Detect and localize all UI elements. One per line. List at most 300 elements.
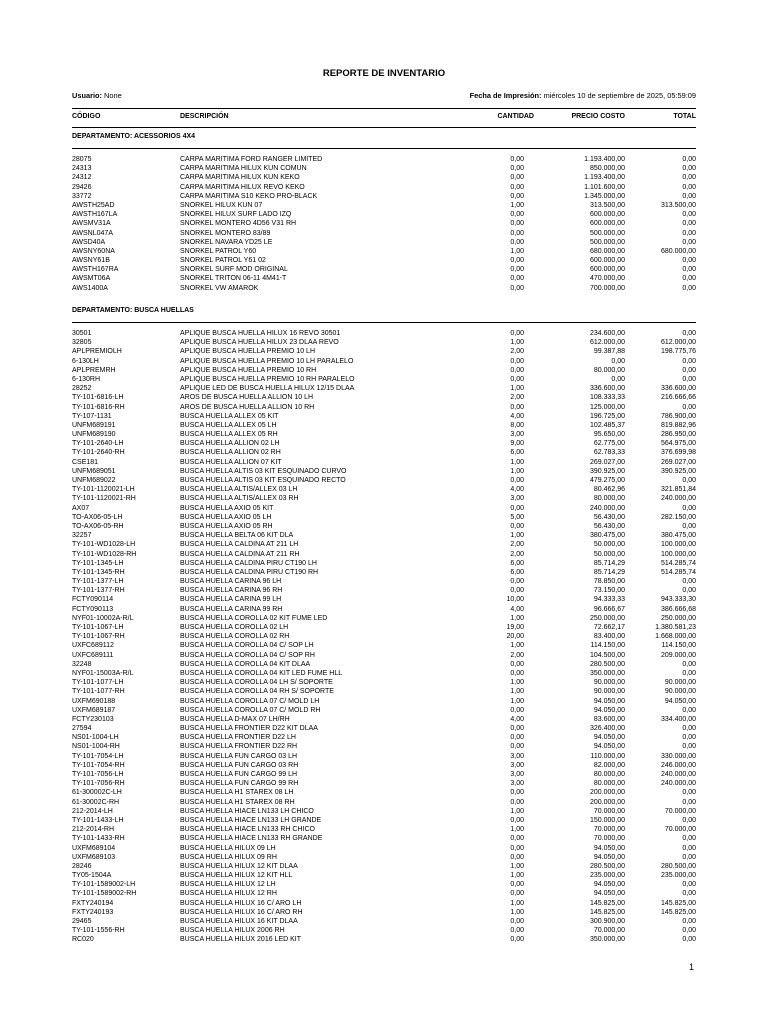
item-description: APLIQUE BUSCA HUELLA HILUX 23 DLAA REVO: [180, 339, 339, 347]
item-cost-price: 850.000,00: [589, 165, 625, 173]
item-quantity: 1,00: [510, 807, 524, 815]
item-total: 286.950,00: [660, 431, 696, 439]
item-cost-price: 380.475,00: [589, 532, 625, 540]
item-description: BUSCA HUELLA CALDINA AT 211 RH: [180, 550, 300, 558]
item-code: TY-101-6816-LH: [72, 394, 124, 402]
item-code: RC020: [72, 936, 94, 944]
item-code: FXTY240193: [72, 908, 114, 916]
item-description: BUSCA HUELLA ALTIS 03 KIT ESQUINADO CURVO: [180, 467, 347, 475]
item-cost-price: 336.600,00: [589, 385, 625, 393]
item-cost-price: 280.500,00: [589, 862, 625, 870]
table-row: [72, 284, 696, 293]
table-row: [72, 798, 696, 807]
item-quantity: 1,00: [510, 642, 524, 650]
table-row: [72, 678, 696, 687]
item-cost-price: 612.000,00: [589, 339, 625, 347]
table-row: [72, 899, 696, 908]
item-description: BUSCA HUELLA CARINA 96 RH: [180, 587, 283, 595]
item-total: 0,00: [682, 192, 696, 200]
item-total: 216.666,66: [660, 394, 696, 402]
item-quantity: 0,00: [510, 587, 524, 595]
item-quantity: 19,00: [506, 624, 524, 631]
item-code: TY-101-1077-RH: [72, 688, 125, 696]
item-cost-price: 95.650,00: [593, 431, 625, 439]
item-total: 334.400,00: [660, 715, 696, 723]
item-cost-price: 240.000,00: [589, 504, 625, 512]
item-total: 0,00: [682, 844, 696, 852]
item-code: UNFM689190: [72, 431, 116, 439]
item-total: 235.000,00: [660, 872, 696, 880]
item-cost-price: 500.000,00: [589, 229, 625, 237]
item-quantity: 0,00: [510, 229, 524, 237]
item-total: 0,00: [682, 330, 696, 337]
item-code: UXFC689111: [72, 651, 114, 659]
table-row: [72, 816, 696, 825]
item-quantity: 6,00: [510, 568, 524, 576]
item-quantity: 3,00: [510, 431, 524, 439]
item-quantity: 1,00: [510, 614, 524, 622]
item-code: TY-101-1589002-LH: [72, 881, 136, 889]
item-code: TY-101-WD1028-LH: [72, 541, 136, 549]
item-code: AWS1400A: [72, 284, 108, 292]
item-quantity: 0,00: [510, 725, 524, 733]
item-code: AWSNL047A: [72, 229, 113, 237]
table-row: [72, 770, 696, 779]
item-cost-price: 1.345.000,00: [584, 192, 625, 200]
item-total: 336.600,00: [660, 385, 696, 393]
table-row: [72, 192, 696, 201]
section-divider: [72, 322, 696, 323]
item-quantity: 2,00: [510, 394, 524, 402]
item-quantity: 1,00: [510, 697, 524, 705]
item-description: APLIQUE LED DE BUSCA HUELLA HILUX 12/15 DLAA: [180, 385, 355, 393]
item-cost-price: 470.000,00: [589, 275, 625, 283]
item-description: BUSCA HUELLA HILUX 16 KIT DLAA: [180, 918, 298, 925]
item-total: 0,00: [682, 918, 696, 925]
item-description: BUSCA HUELLA COROLLA 04 KIT DLAA: [180, 660, 311, 668]
item-total: 0,00: [682, 220, 696, 228]
table-row: [72, 219, 696, 228]
item-cost-price: 70.000,00: [593, 807, 625, 815]
item-cost-price: 104.500,00: [589, 651, 625, 659]
item-total: 100.000,00: [660, 541, 696, 549]
table-row: [72, 467, 696, 476]
item-total: 114.150,00: [661, 642, 696, 650]
item-total: 240.000,00: [660, 780, 696, 788]
table-row: [72, 366, 696, 375]
item-total: 145.825,00: [660, 908, 696, 916]
table-row: [72, 687, 696, 696]
table-row: [72, 623, 696, 632]
item-total: 0,00: [682, 890, 696, 898]
item-description: SNORKEL MONTERO 4D56 V31 RH: [180, 220, 297, 228]
item-description: CARPA MARITIMA HILUX KUN COMUN: [180, 165, 307, 173]
item-description: BUSCA HUELLA CALDINA PIRU CT190 RH: [180, 568, 319, 576]
section-busca-huellas: [72, 305, 696, 945]
item-quantity: 0,00: [510, 156, 524, 163]
item-cost-price: 313.500,00: [589, 201, 625, 209]
item-quantity: 0,00: [510, 504, 524, 512]
table-row: [72, 412, 696, 421]
item-cost-price: 56.430,00: [593, 522, 625, 530]
item-total: 0,00: [682, 229, 696, 237]
item-code: AWSTH167LA: [72, 211, 118, 219]
department-title: DEPARTAMENTO: BUSCA HUELLAS: [72, 307, 194, 314]
table-row: [72, 265, 696, 274]
item-quantity: 6,00: [510, 559, 524, 567]
item-quantity: 0,00: [510, 375, 524, 383]
item-code: TY-101-1067-RH: [72, 633, 125, 641]
item-quantity: 0,00: [510, 366, 524, 374]
item-code: TY-101-1556-RH: [72, 927, 125, 935]
item-total: 943.333,30: [660, 596, 696, 604]
item-quantity: 0,00: [510, 798, 524, 806]
item-cost-price: 269.027,00: [589, 458, 625, 466]
item-quantity: 0,00: [510, 789, 524, 797]
item-cost-price: 83.400,00: [593, 633, 625, 641]
item-code: TY-101-2640-LH: [72, 440, 124, 448]
table-row: [72, 568, 696, 577]
item-total: 514.285,74: [660, 568, 696, 576]
item-description: SNORKEL SURF MOD ORIGINAL: [180, 266, 288, 274]
item-description: BUSCA HUELLA HIACE LN133 RH GRANDE: [180, 835, 323, 843]
item-total: 250.000,00: [660, 614, 696, 622]
item-quantity: 1,00: [510, 458, 524, 466]
item-quantity: 3,00: [510, 780, 524, 788]
item-total: 0,00: [682, 211, 696, 219]
item-code: 24313: [72, 165, 92, 173]
item-code: TY-101-7056-LH: [72, 771, 124, 778]
item-code: TY-101-2640-RH: [72, 449, 125, 457]
item-total: 0,00: [682, 174, 696, 182]
item-quantity: 1,00: [510, 908, 524, 916]
item-total: 0,00: [682, 366, 696, 374]
table-row: [72, 586, 696, 595]
item-description: BUSCA HUELLA ALLION 02 RH: [180, 449, 281, 457]
item-total: 246.000,00: [660, 761, 696, 769]
item-code: TY-101-1377-RH: [72, 587, 125, 595]
item-total: 390.925,00: [660, 467, 696, 475]
item-cost-price: 94.050,00: [593, 706, 625, 714]
item-description: BUSCA HUELLA H1 STAREX 08 LH: [180, 789, 294, 797]
item-total: 0,00: [682, 165, 696, 173]
item-description: BUSCA HUELLA HIACE LN133 RH CHICO: [180, 826, 315, 834]
print-date-label: Fecha de Impresión:: [469, 91, 542, 100]
item-description: CARPA MARITIMA FORD RANGER LIMITED: [180, 156, 323, 163]
item-cost-price: 96.666,67: [593, 605, 625, 613]
item-description: APLIQUE BUSCA HUELLA HILUX 16 REVO 30501: [180, 330, 341, 337]
item-code: TO-AX06-05-RH: [72, 522, 124, 530]
item-code: 28252: [72, 385, 92, 393]
table-row: [72, 697, 696, 706]
table-row: [72, 651, 696, 660]
item-description: CARPA MARITIMA HILUX KUN KEKO: [180, 174, 300, 182]
item-total: 90.000,00: [664, 679, 696, 687]
item-total: 0,00: [682, 578, 696, 586]
item-cost-price: 80.000,00: [593, 366, 625, 374]
section-rows: [72, 329, 696, 945]
table-row: [72, 439, 696, 448]
item-code: TY-101-1433-LH: [72, 816, 124, 824]
item-cost-price: 72.662,17: [593, 624, 625, 631]
item-quantity: 0,00: [510, 844, 524, 852]
item-description: BUSCA HUELLA FRONTIER D22 RH: [180, 743, 298, 751]
item-code: NYF01-10002A-R/L: [72, 614, 134, 622]
item-description: BUSCA HUELLA AXIO 05 KIT: [180, 504, 274, 512]
item-quantity: 0,00: [510, 853, 524, 861]
user-label: Usuario:: [72, 91, 102, 100]
item-description: BUSCA HUELLA HILUX 2006 RH: [180, 927, 285, 935]
item-cost-price: 350.000,00: [589, 936, 625, 944]
item-description: BUSCA HUELLA COROLLA 02 RH: [180, 633, 290, 641]
item-quantity: 4,00: [510, 605, 524, 613]
item-code: UXFM689104: [72, 844, 116, 852]
item-quantity: 0,00: [510, 890, 524, 898]
item-cost-price: 80.000,00: [593, 771, 625, 778]
item-total: 269.027,00: [660, 458, 696, 466]
item-code: 61-300002C-LH: [72, 789, 122, 797]
item-cost-price: 145.825,00: [589, 899, 625, 907]
item-description: BUSCA HUELLA COROLLA 04 KIT LED FUME HLL: [180, 669, 343, 677]
item-total: 198.775,76: [660, 348, 696, 356]
item-total: 0,00: [682, 936, 696, 944]
item-description: BUSCA HUELLA COROLLA 07 C/ MOLD RH: [180, 706, 321, 714]
table-row: [72, 880, 696, 889]
item-quantity: 0,00: [510, 816, 524, 824]
item-quantity: 0,00: [510, 669, 524, 677]
item-quantity: 0,00: [510, 706, 524, 714]
item-quantity: 0,00: [510, 936, 524, 944]
item-code: 61-30002C-RH: [72, 798, 120, 806]
item-description: BUSCA HUELLA COROLLA 07 C/ MOLD LH: [180, 697, 320, 705]
item-code: TY-101-1077-LH: [72, 679, 124, 687]
item-total: 0,00: [682, 522, 696, 530]
item-quantity: 2,00: [510, 550, 524, 558]
item-description: BUSCA HUELLA ALLION 02 LH: [180, 440, 280, 448]
table-row: [72, 825, 696, 834]
item-code: TY-101-6816-RH: [72, 403, 125, 411]
item-code: TY-101-7054-LH: [72, 752, 124, 760]
item-description: BUSCA HUELLA COROLLA 04 C/ SOP RH: [180, 651, 315, 659]
item-code: APLPREMIOLH: [72, 348, 122, 356]
item-quantity: 4,00: [510, 412, 524, 420]
item-total: 0,00: [682, 669, 696, 677]
item-total: 280.500,00: [660, 862, 696, 870]
item-total: 0,00: [682, 743, 696, 751]
item-description: BUSCA HUELLA CARINA 99 RH: [180, 605, 283, 613]
item-cost-price: 300.900,00: [589, 918, 625, 925]
item-code: NS01-1004-RH: [72, 743, 120, 751]
item-total: 0,00: [682, 257, 696, 265]
item-description: BUSCA HUELLA ALLEX 05 KIT: [180, 412, 279, 420]
table-row: [72, 632, 696, 641]
col-code-header: CÓDIGO: [72, 113, 101, 120]
item-quantity: 1,00: [510, 899, 524, 907]
item-quantity: 0,00: [510, 275, 524, 283]
table-row: [72, 834, 696, 843]
table-row: [72, 448, 696, 457]
table-row: [72, 935, 696, 944]
table-row: [72, 733, 696, 742]
item-cost-price: 234.600,00: [589, 330, 625, 337]
table-row: [72, 641, 696, 650]
table-row: [72, 238, 696, 247]
item-cost-price: 94.050,00: [593, 734, 625, 742]
item-cost-price: 196.725,00: [589, 412, 625, 420]
item-code: UNFM689051: [72, 467, 116, 475]
item-total: 819.882,96: [660, 421, 696, 429]
item-total: 0,00: [682, 853, 696, 861]
item-total: 1.380.581,23: [655, 624, 696, 631]
item-total: 386.666,68: [660, 605, 696, 613]
item-code: TY-107-1131: [72, 412, 112, 420]
item-code: 212-2014-LH: [72, 807, 113, 815]
item-code: NYF01-15003A-R/L: [72, 669, 134, 677]
table-row: [72, 183, 696, 192]
item-quantity: 0,00: [510, 743, 524, 751]
table-row: [72, 871, 696, 880]
table-row: [72, 706, 696, 715]
item-total: 0,00: [682, 284, 696, 292]
item-quantity: 1,00: [510, 467, 524, 475]
item-description: BUSCA HUELLA CALDINA PIRU CT190 LH: [180, 559, 317, 567]
table-row: [72, 595, 696, 604]
item-cost-price: 1.101.600,00: [584, 183, 625, 191]
item-quantity: 0,00: [510, 330, 524, 337]
item-quantity: 2,00: [510, 651, 524, 659]
item-code: AWSTH167RA: [72, 266, 119, 274]
table-row: [72, 393, 696, 402]
item-description: BUSCA HUELLA CARINA 99 LH: [180, 596, 282, 604]
item-cost-price: 500.000,00: [589, 238, 625, 246]
item-quantity: 20,00: [506, 633, 524, 641]
item-total: 0,00: [682, 816, 696, 824]
item-total: 313.500,00: [660, 201, 696, 209]
item-cost-price: 94.050,00: [593, 697, 625, 705]
item-total: 0,00: [682, 789, 696, 797]
table-row: [72, 375, 696, 384]
item-cost-price: 600.000,00: [589, 266, 625, 274]
item-quantity: 1,00: [510, 339, 524, 347]
table-row: [72, 577, 696, 586]
table-row: [72, 862, 696, 871]
item-code: TY05-1504A: [72, 872, 112, 880]
item-quantity: 0,00: [510, 183, 524, 191]
item-total: 330.000,00: [660, 752, 696, 760]
table-row: [72, 540, 696, 549]
item-description: SNORKEL NAVARA YD25 LE: [180, 238, 273, 246]
table-row: [72, 559, 696, 568]
print-date-info: [470, 91, 696, 100]
item-code: TY-101-1120021-RH: [72, 495, 136, 503]
item-quantity: 3,00: [510, 761, 524, 769]
table-row: [72, 173, 696, 182]
item-quantity: 0,00: [510, 357, 524, 365]
item-code: AWSNY61B: [72, 257, 110, 265]
item-description: SNORKEL TRITON 06-11 4M41-T: [180, 275, 287, 283]
item-cost-price: 80.462,96: [593, 486, 625, 494]
item-code: TY-101-1067-LH: [72, 624, 124, 631]
item-quantity: 0,00: [510, 881, 524, 889]
item-total: 786.900,00: [660, 412, 696, 420]
item-cost-price: 50.000,00: [593, 541, 625, 549]
item-total: 514.285,74: [660, 559, 696, 567]
item-quantity: 3,00: [510, 771, 524, 778]
item-quantity: 5,00: [510, 513, 524, 521]
page-number: 1: [688, 962, 694, 972]
item-total: 0,00: [682, 798, 696, 806]
item-quantity: 0,00: [510, 220, 524, 228]
table-row: [72, 761, 696, 770]
item-description: SNORKEL MONTERO 83/89: [180, 229, 271, 237]
item-quantity: 1,00: [510, 385, 524, 393]
item-cost-price: 94.050,00: [593, 743, 625, 751]
item-description: AROS DE BUSCA HUELLA ALLION 10 RH: [180, 403, 315, 411]
item-code: AWSNY60NA: [72, 247, 115, 255]
item-cost-price: 390.925,00: [589, 467, 625, 475]
item-description: BUSCA HUELLA AXIO 05 LH: [180, 513, 272, 521]
item-description: SNORKEL HILUX KUN 07: [180, 201, 263, 209]
item-code: FXTY240194: [72, 899, 114, 907]
item-code: 24312: [72, 174, 92, 182]
item-description: BUSCA HUELLA HILUX 16 C/ ARO LH: [180, 899, 302, 907]
item-description: SNORKEL PATROL Y61 02: [180, 257, 266, 265]
item-total: 0,00: [682, 706, 696, 714]
item-cost-price: 99.387,88: [593, 348, 625, 356]
item-total: 0,00: [682, 927, 696, 935]
item-description: APLIQUE BUSCA HUELLA PREMIO 10 RH: [180, 366, 317, 374]
table-row: [72, 403, 696, 412]
item-cost-price: 90.000,00: [593, 688, 625, 696]
item-total: 564.975,00: [660, 440, 696, 448]
item-total: 612.000,00: [660, 339, 696, 347]
table-row: [72, 347, 696, 356]
item-description: BUSCA HUELLA BELTA 06 KIT DLA: [180, 532, 294, 540]
item-description: BUSCA HUELLA COROLLA 02 LH: [180, 624, 289, 631]
item-quantity: 0,00: [510, 660, 524, 668]
table-row: [72, 550, 696, 559]
table-row: [72, 742, 696, 751]
item-cost-price: 600.000,00: [589, 257, 625, 265]
item-quantity: 0,00: [510, 734, 524, 742]
table-row: [72, 908, 696, 917]
table-row: [72, 421, 696, 430]
table-row: [72, 807, 696, 816]
item-cost-price: 70.000,00: [593, 927, 625, 935]
item-code: UNFM689191: [72, 421, 116, 429]
item-total: 0,00: [682, 403, 696, 411]
item-quantity: 0,00: [510, 578, 524, 586]
item-cost-price: 80.000,00: [593, 780, 625, 788]
table-row: [72, 155, 696, 164]
item-quantity: 1,00: [510, 201, 524, 209]
item-description: BUSCA HUELLA ALTIS 03 KIT ESQUINADO RECTO: [180, 477, 346, 484]
item-cost-price: 200.000,00: [589, 789, 625, 797]
item-total: 209.000,00: [660, 651, 696, 659]
item-cost-price: 680.000,00: [589, 247, 625, 255]
table-row: [72, 752, 696, 761]
section-rows: [72, 155, 696, 293]
table-row: [72, 531, 696, 540]
item-total: 0,00: [682, 881, 696, 889]
item-cost-price: 114.150,00: [590, 642, 625, 650]
user-info: [72, 91, 122, 100]
item-total: 0,00: [682, 725, 696, 733]
item-total: 70.000,00: [664, 826, 696, 834]
item-description: BUSCA HUELLA AXIO 05 RH: [180, 522, 273, 530]
item-quantity: 10,00: [506, 596, 524, 604]
item-code: TY-101-1120021-LH: [72, 486, 135, 494]
